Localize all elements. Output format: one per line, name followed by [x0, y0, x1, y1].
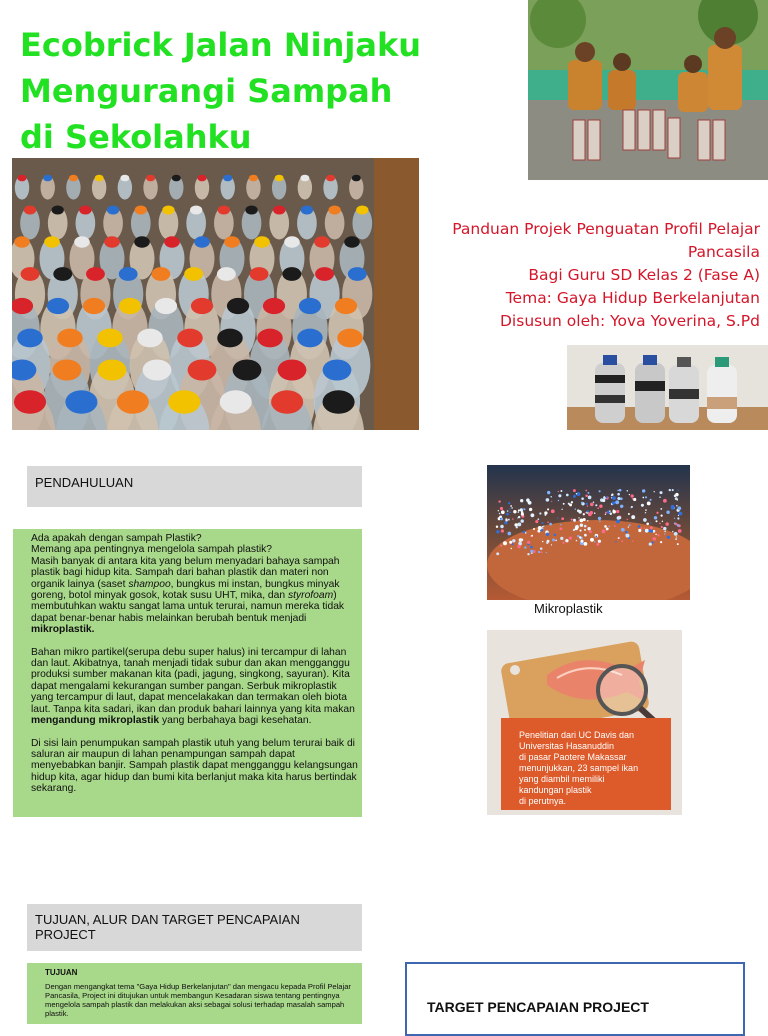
goals-heading-text: TUJUAN, ALUR DAN TARGET PENCAPAIAN PROJECT	[35, 912, 300, 942]
intro-p3: Di sisi lain penumpukan sampah plastik utuh yang belum terurai baik di saluran air maupun di lahan penampungan sampah dapat menyebabkan banjir. Sampah plastik dapat mengganggu kelangsungan hidup kita, agar hidup dan bumi kita berlanjut maka kita harus bertindak sekarang.	[31, 737, 358, 795]
fish-text-7: di perutnya.	[519, 796, 567, 806]
intro-p1-bold: mikroplastik.	[31, 624, 95, 636]
intro-heading-text: PENDAHULUAN	[35, 475, 134, 490]
page-title	[20, 22, 440, 160]
target-title: TARGET PENCAPAIAN PROJECT	[427, 999, 649, 1015]
fish-text-6: kandungan plastik	[519, 785, 592, 795]
goals-subheading: TUJUAN	[45, 968, 78, 977]
four-ecobricks-photo	[567, 345, 768, 430]
goals-text-box	[27, 963, 362, 1024]
intro-p2-text-b: yang berbahaya bagi kesehatan.	[159, 715, 312, 727]
title-line-3: di Sekolahku	[20, 118, 252, 156]
project-info	[430, 218, 760, 333]
title-line-1: Ecobrick Jalan Ninjaku	[20, 26, 421, 64]
info-line-3: Bagi Guru SD Kelas 2 (Fase A)	[528, 266, 760, 284]
intro-p1-text-b: , bungkus mi instan, bungkus minyak goreng, botol minyak gosok, kotak susu UHT, mika, dan	[31, 578, 340, 602]
intro-p2-bold: mengandung mikroplastik	[31, 715, 160, 727]
fish-text-3: di pasar Paotere Makassar	[519, 752, 627, 762]
fish-text-2: Universitas Hasanuddin	[519, 741, 615, 751]
ecobrick-bottles-photo	[12, 158, 419, 430]
intro-p2-text-a: Bahan mikro partikel(serupa debu super halus) ini tercampur di lahan dan laut. Akibatnya, tanah menjadi tidak subur dan akan mengganggu produksi sumber makanan kita (padi, jagung, singkong, sayuran). Kita dapat mengalami kekurangan sumber pangan. Serbuk mikroplastik yang tercampur di laut, dapat mencelakakan dan termakan oleh biota laut. Tanpa kita sadari, ikan dan produk bahari lainnya yang kita makan	[31, 646, 355, 715]
fish-info-panel	[501, 718, 671, 810]
fish-text-5: yang diambil memiliki	[519, 774, 605, 784]
info-line-2: Pancasila	[687, 243, 760, 261]
info-line-4: Tema: Gaya Hidup Berkelanjutan	[505, 289, 760, 307]
fish-text-4: menunjukkan, 23 sampel ikan	[519, 763, 639, 773]
microplastic-photo	[487, 465, 690, 600]
intro-text-box	[13, 529, 362, 817]
goals-heading	[27, 904, 362, 951]
fish-infographic	[487, 630, 682, 815]
intro-p1-text-a: Masih banyak di antara kita yang belum menyadari bahaya sampah plastik bagi hidup kita. Sampah dari bahan plastik dan materi non organik lainya (saset	[31, 555, 340, 590]
intro-question-1: Ada apakah dengan sampah Plastik?	[31, 533, 202, 544]
intro-p1-shampoo: shampoo	[128, 578, 171, 590]
info-line-5: Disusun oleh: Yova Yoverina, S.Pd	[500, 312, 760, 330]
intro-question-2: Memang apa pentingnya mengelola sampah plastik?	[31, 544, 272, 556]
microplastic-caption: Mikroplastik	[534, 601, 603, 616]
goals-text: Dengan mengangkat tema "Gaya Hidup Berkelanjutan" dan mengacu kepada Profil Pelajar Pancasila, Project ini ditujukan untuk membangun Kesadaran siswa tentang pentingnya mengelola sampah plastik dan melakukan aksi sebagai solusi terhadap masalah sampah plastik.	[45, 982, 351, 1018]
intro-p1-text-c: ) membutuhkan waktu sangat lama untuk terurai, namun mereka tidak dapat benar-benar habis melainkan berubah bentuk menjadi	[31, 590, 345, 624]
title-line-2: Mengurangi Sampah	[20, 72, 393, 110]
students-photo	[528, 0, 768, 180]
fish-text-1: Penelitian dari UC Davis dan	[519, 730, 635, 740]
intro-heading	[27, 466, 362, 507]
target-box	[405, 962, 745, 1036]
info-line-1: Panduan Projek Penguatan Profil Pelajar	[452, 220, 760, 238]
intro-p1-styrofoam: styrofoam	[287, 590, 334, 602]
